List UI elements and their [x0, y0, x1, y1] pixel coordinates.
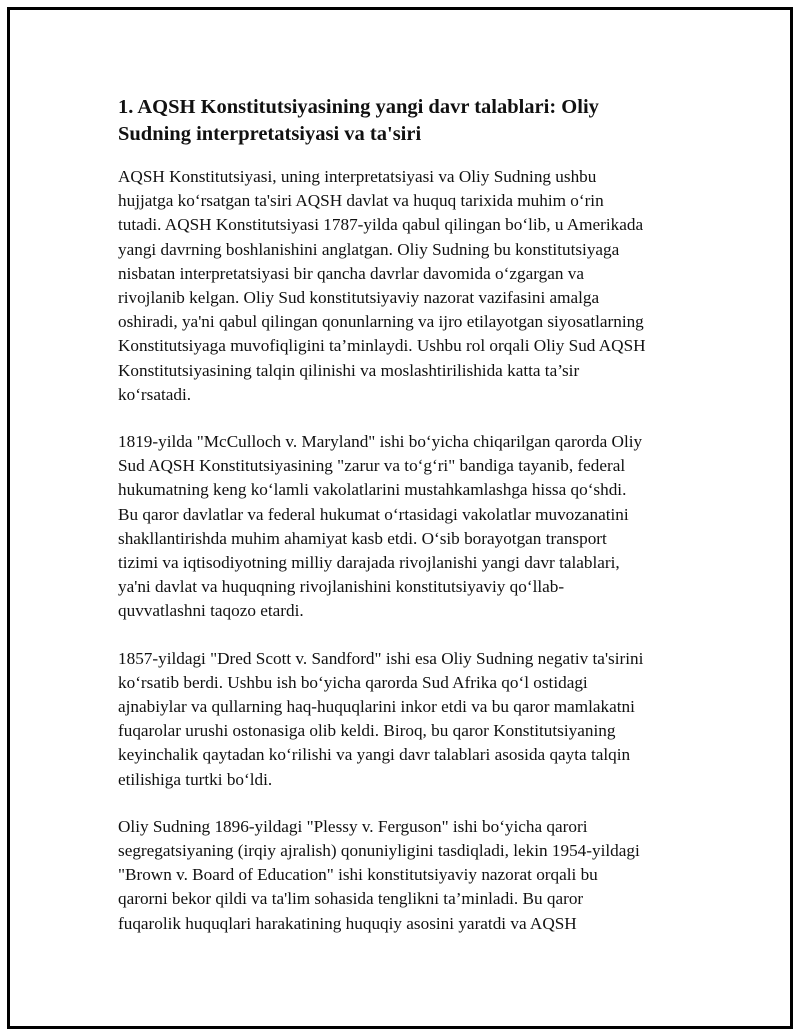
text-line: Konstitutsiyaga muvofiqligini ta’minlaydi. Ushbu rol orqali Oliy Sud AQSH — [118, 336, 646, 356]
text-line: ajnabiylar va qullarning haq-huquqlarini inkor etdi va bu qaror mamlakatni — [118, 697, 635, 717]
text-line: rivojlanib kelgan. Oliy Sud konstitutsiyaviy nazorat vazifasini amalga — [118, 288, 600, 308]
paragraph-2 — [118, 430, 693, 624]
text-line: segregatsiyaning (irqiy ajralish) qonuniyligini tasdiqladi, lekin 1954-yildagi — [118, 841, 640, 861]
heading-line: Sudning interpretatsiyasi va ta'siri — [118, 123, 422, 145]
text-line: Konstitutsiyasining talqin qilinishi va moslashtirilishida katta ta’sir — [118, 360, 580, 380]
text-line: 1857-yildagi "Dred Scott v. Sandford" ishi esa Oliy Sudning negativ ta'sirini — [118, 648, 644, 668]
text-line: shakllantirishda muhim ahamiyat kasb etdi. O‘sib borayotgan transport — [118, 528, 607, 548]
paragraph-3 — [118, 647, 693, 792]
text-line: 1819-yilda "McCulloch v. Maryland" ishi bo‘yicha chiqarilgan qarorda Oliy — [118, 432, 643, 452]
text-line: Oliy Sudning 1896-yildagi "Plessy v. Ferguson" ishi bo‘yicha qarori — [118, 816, 588, 836]
section-heading — [118, 94, 693, 148]
text-line: Sud AQSH Konstitutsiyasining "zarur va to‘g‘ri" bandiga tayanib, federal — [118, 456, 626, 476]
text-line: ya'ni davlat va huquqning rivojlanishini konstitutsiyaviy qo‘llab- — [118, 577, 565, 597]
document-body — [118, 94, 693, 959]
text-line: Bu qaror davlatlar va federal hukumat o‘rtasidagi vakolatlar muvozanatini — [118, 504, 629, 524]
text-line: nisbatan interpretatsiyasi bir qancha davrlar davomida o‘zgargan va — [118, 263, 584, 283]
text-line: yangi davrning boshlanishini anglatgan. Oliy Sudning bu konstitutsiyaga — [118, 239, 620, 259]
text-line: tizimi va iqtisodiyotning milliy darajada rivojlanishi yangi davr talablari, — [118, 553, 620, 573]
text-line: AQSH Konstitutsiyasi, uning interpretatsiyasi va Oliy Sudning ushbu — [118, 167, 597, 186]
text-line: fuqarolik huquqlari harakatining huquqiy asosini yaratdi va AQSH — [118, 913, 577, 933]
paragraph-1 — [118, 165, 693, 407]
text-line: etilishiga turtki bo‘ldi. — [118, 769, 273, 789]
text-line: "Brown v. Board of Education" ishi konstitutsiyaviy nazorat orqali bu — [118, 865, 598, 885]
text-line: oshiradi, ya'ni qabul qilingan qonunlarning va ijro etilayotgan siyosatlarning — [118, 312, 644, 332]
text-line: tutadi. AQSH Konstitutsiyasi 1787-yilda qabul qilingan bo‘lib, u Amerikada — [118, 215, 644, 235]
text-line: quvvatlashni taqozo etardi. — [118, 601, 304, 621]
paragraph-4 — [118, 815, 693, 936]
text-line: hujjatga ko‘rsatgan ta'siri AQSH davlat va huquq tarixida muhim o‘rin — [118, 191, 604, 211]
text-line: keyinchalik qaytadan ko‘rilishi va yangi davr talablari asosida qayta talqin — [118, 745, 631, 765]
text-line: ko‘rsatib berdi. Ushbu ish bo‘yicha qarorda Sud Afrika qo‘l ostidagi — [118, 672, 588, 692]
heading-line: 1. AQSH Konstitutsiyasining yangi davr talablari: Oliy — [118, 96, 599, 118]
text-line: ko‘rsatadi. — [118, 384, 192, 404]
text-line: qarorni bekor qildi va ta'lim sohasida tenglikni ta’minladi. Bu qaror — [118, 889, 584, 909]
text-line: hukumatning keng ko‘lamli vakolatlarini mustahkamlashga hissa qo‘shdi. — [118, 480, 627, 500]
text-line: fuqarolar urushi ostonasiga olib keldi. Biroq, bu qaror Konstitutsiyaning — [118, 721, 616, 741]
